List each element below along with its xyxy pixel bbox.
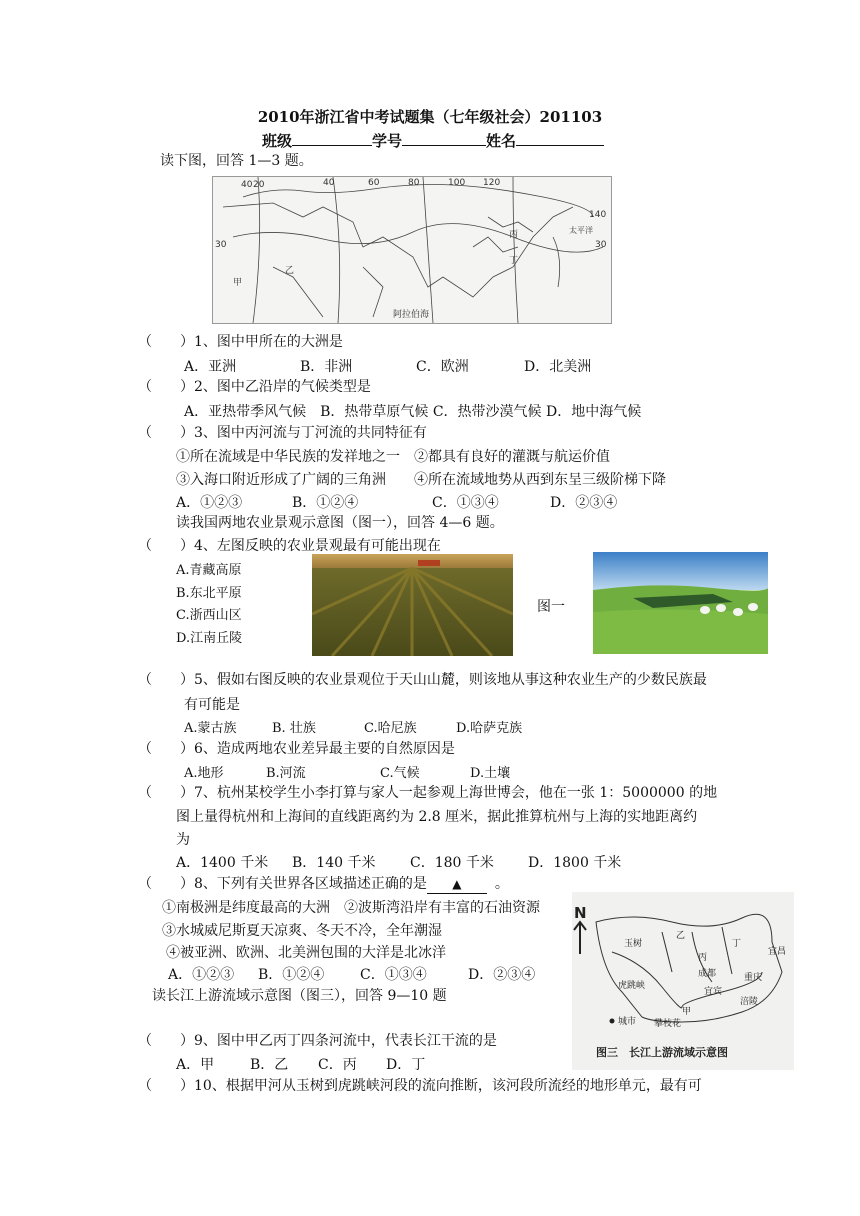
map-city-fuling: 涪陵 xyxy=(740,997,759,1007)
map-lon-label: 40 xyxy=(241,180,253,190)
q8-statement-3: ③水城威尼斯夏天凉爽、冬天不冷，全年潮湿 xyxy=(162,923,442,939)
map-city-yushu: 玉树 xyxy=(624,939,643,949)
map3-caption: 图三 长江上游流域示意图 xyxy=(596,1046,728,1059)
map-hutiaoxia: 虎跳峡 xyxy=(618,981,646,991)
answer-paren[interactable]: （ ） xyxy=(138,538,194,554)
q5-option-d: D.哈萨克族 xyxy=(456,721,523,736)
city-legend-dot-icon xyxy=(610,1019,615,1024)
q1-option-a: A．亚洲 xyxy=(184,359,237,375)
q7-option-d: D．1800 千米 xyxy=(528,855,622,871)
q9-option-c: C．丙 xyxy=(318,1057,357,1073)
question-end: 。 xyxy=(494,876,509,892)
yangtze-map-drawing xyxy=(572,892,794,1070)
q1-option-d: D．北美洲 xyxy=(524,359,592,375)
map-lon-label: 120 xyxy=(483,178,501,188)
answer-blank[interactable]: ▲ xyxy=(427,875,487,894)
q4-option-d: D.江南丘陵 xyxy=(176,631,243,646)
map-right-label: 30 xyxy=(595,240,607,250)
map-city-panzhihua: 攀枝花 xyxy=(654,1019,682,1029)
question-5 xyxy=(138,671,707,689)
q8-statement-4: ④被亚洲、欧洲、北美洲包围的大洋是北冰洋 xyxy=(166,945,446,961)
map-jia-label: 甲 xyxy=(233,278,243,288)
question-text: 4、左图反映的农业景观最有可能出现在 xyxy=(194,538,441,554)
map-city-yibin: 宜宾 xyxy=(704,987,723,997)
q3-statement-3-4: ③入海口附近形成了广阔的三角洲 ④所在流域地势从西到东呈三级阶梯下降 xyxy=(176,472,666,488)
answer-paren[interactable]: （ ） xyxy=(138,785,194,801)
q8-option-d: D．②③④ xyxy=(468,967,536,983)
question-8 xyxy=(138,875,509,894)
north-arrow-icon xyxy=(574,922,586,954)
world-map-figure xyxy=(212,176,612,324)
q6-option-b: B.河流 xyxy=(266,766,306,781)
answer-paren[interactable]: （ ） xyxy=(138,1078,194,1094)
question-text: 2、图中乙沿岸的气候类型是 xyxy=(194,379,371,395)
q6-option-d: D.土壤 xyxy=(470,766,511,781)
map-river-ding: 丁 xyxy=(732,939,742,949)
q7-text-continued-2: 为 xyxy=(176,832,190,848)
grassland-drawing xyxy=(593,552,768,654)
name-blank[interactable] xyxy=(516,131,604,146)
q3-option-a: A．①②③ xyxy=(176,495,243,511)
grassland-photo xyxy=(593,552,768,654)
answer-paren[interactable]: （ ） xyxy=(138,876,194,892)
q6-option-a: A.地形 xyxy=(184,766,224,781)
map-lon-label: 40 xyxy=(323,178,335,188)
map-bing-label: 丙 xyxy=(509,230,519,240)
question-3 xyxy=(138,424,427,442)
question-7 xyxy=(138,784,717,802)
q3-option-d: D．②③④ xyxy=(550,495,618,511)
question-text: 7、杭州某校学生小李打算与家人一起参观上海世博会，他在一张 1：5000000 的地 xyxy=(194,785,718,801)
q3-statement-1-2: ①所在流域是中华民族的发祥地之一 ②都具有良好的灌溉与航运价值 xyxy=(176,449,610,465)
answer-paren[interactable]: （ ） xyxy=(138,425,194,441)
q5-option-a: A.蒙古族 xyxy=(184,721,237,736)
question-text: 1、图中甲所在的大洲是 xyxy=(194,334,343,350)
q8-statement-1-2: ①南极洲是纬度最高的大洲 ②波斯湾沿岸有丰富的石油资源 xyxy=(162,900,540,916)
q7-option-b: B．140 千米 xyxy=(292,855,376,871)
north-label: N xyxy=(574,904,587,922)
map-city-chengdu: 成都 xyxy=(698,969,717,979)
map-river-jia: 甲 xyxy=(682,1007,692,1017)
number-label: 学号 xyxy=(372,132,403,150)
intro-q1-3: 读下图，回答 1—3 题。 xyxy=(160,153,313,169)
q5-option-b: B. 壮族 xyxy=(272,721,316,736)
intro-q9-10: 读长江上游流域示意图（图三），回答 9—10 题 xyxy=(152,988,447,1004)
figure-1-label: 图一 xyxy=(537,599,565,615)
answer-paren[interactable]: （ ） xyxy=(138,741,194,757)
yangtze-map-figure xyxy=(572,892,794,1070)
q9-option-a: A．甲 xyxy=(176,1057,215,1073)
q1-option-b: B．非洲 xyxy=(300,359,353,375)
question-text: 8、下列有关世界各区域描述正确的是 xyxy=(194,876,427,892)
question-text: 9、图中甲乙丙丁四条河流中，代表长江干流的是 xyxy=(194,1033,497,1049)
answer-paren[interactable]: （ ） xyxy=(138,334,194,350)
map-lat-label: 30 xyxy=(215,240,227,250)
question-4 xyxy=(138,537,441,555)
intro-q4-6: 读我国两地农业景观示意图（图一），回答 4—6 题。 xyxy=(176,515,504,531)
answer-paren[interactable]: （ ） xyxy=(138,379,194,395)
q7-option-a: A．1400 千米 xyxy=(176,855,269,871)
number-blank[interactable] xyxy=(402,131,486,146)
map-legend-city: 城市 xyxy=(618,1017,637,1027)
map-city-chongqing: 重庆 xyxy=(744,973,763,983)
q9-option-b: B．乙 xyxy=(250,1057,289,1073)
q8-option-a: A．①②③ xyxy=(168,967,235,983)
q7-text-continued: 图上量得杭州和上海间的直线距离约为 2.8 厘米，据此推算杭州与上海的实地距离约 xyxy=(176,809,698,825)
q7-option-c: C．180 千米 xyxy=(410,855,494,871)
map-river-bing: 丙 xyxy=(698,953,708,963)
map-city-yichang: 宜昌 xyxy=(768,947,787,957)
question-2 xyxy=(138,378,371,396)
page-title: 2010年浙江省中考试题集（七年级社会）201103 xyxy=(257,108,603,126)
q3-option-c: C．①③④ xyxy=(432,495,499,511)
question-text: 3、图中丙河流与丁河流的共同特征有 xyxy=(194,425,427,441)
q2-options: A．亚热带季风气候 B．热带草原气候 C．热带沙漠气候 D．地中海气候 xyxy=(184,404,642,420)
q8-option-b: B．①②④ xyxy=(258,967,325,983)
map-right-label: 140 xyxy=(589,210,607,220)
farmland-drawing xyxy=(312,554,513,656)
q4-option-c: C.浙西山区 xyxy=(176,608,242,623)
question-9 xyxy=(138,1032,497,1050)
q6-option-c: C.气候 xyxy=(380,766,420,781)
q9-option-d: D．丁 xyxy=(386,1057,426,1073)
question-text: 5、假如右图反映的农业景观位于天山山麓，则该地从事这种农业生产的少数民族最 xyxy=(194,672,707,688)
question-text: 6、造成两地农业差异最主要的自然原因是 xyxy=(194,741,455,757)
question-10 xyxy=(138,1077,702,1095)
answer-paren[interactable]: （ ） xyxy=(138,1033,194,1049)
q3-option-b: B．①②④ xyxy=(292,495,359,511)
q4-option-a: A.青藏高原 xyxy=(176,563,242,578)
map-river-yi: 乙 xyxy=(676,931,686,941)
q8-option-c: C．①③④ xyxy=(360,967,427,983)
map-sea-label: 阿拉伯海 xyxy=(393,310,430,320)
map-lon-label: 80 xyxy=(408,178,420,188)
world-map-drawing xyxy=(213,177,611,323)
map-lon-label: 20 xyxy=(253,180,265,190)
student-info-line xyxy=(262,130,604,151)
question-1 xyxy=(138,333,343,351)
map-yi-label: 乙 xyxy=(285,266,295,276)
map-ding-label: 丁 xyxy=(509,256,519,266)
question-text: 10、根据甲河从玉树到虎跳峡河段的流向推断，该河段所流经的地形单元，最有可 xyxy=(194,1078,702,1094)
answer-paren[interactable]: （ ） xyxy=(138,672,194,688)
q5-text-continued: 有可能是 xyxy=(184,697,240,713)
question-6 xyxy=(138,740,455,758)
map-lon-label: 60 xyxy=(368,178,380,188)
q5-option-c: C.哈尼族 xyxy=(364,721,417,736)
map-lon-label: 100 xyxy=(448,178,466,188)
name-label: 姓名 xyxy=(486,132,517,150)
farmland-photo xyxy=(312,554,513,656)
q1-option-c: C．欧洲 xyxy=(416,359,469,375)
class-label: 班级 xyxy=(262,132,293,150)
map-ocean-label: 太平洋 xyxy=(569,226,593,235)
q4-option-b: B.东北平原 xyxy=(176,586,242,601)
class-blank[interactable] xyxy=(292,131,372,146)
